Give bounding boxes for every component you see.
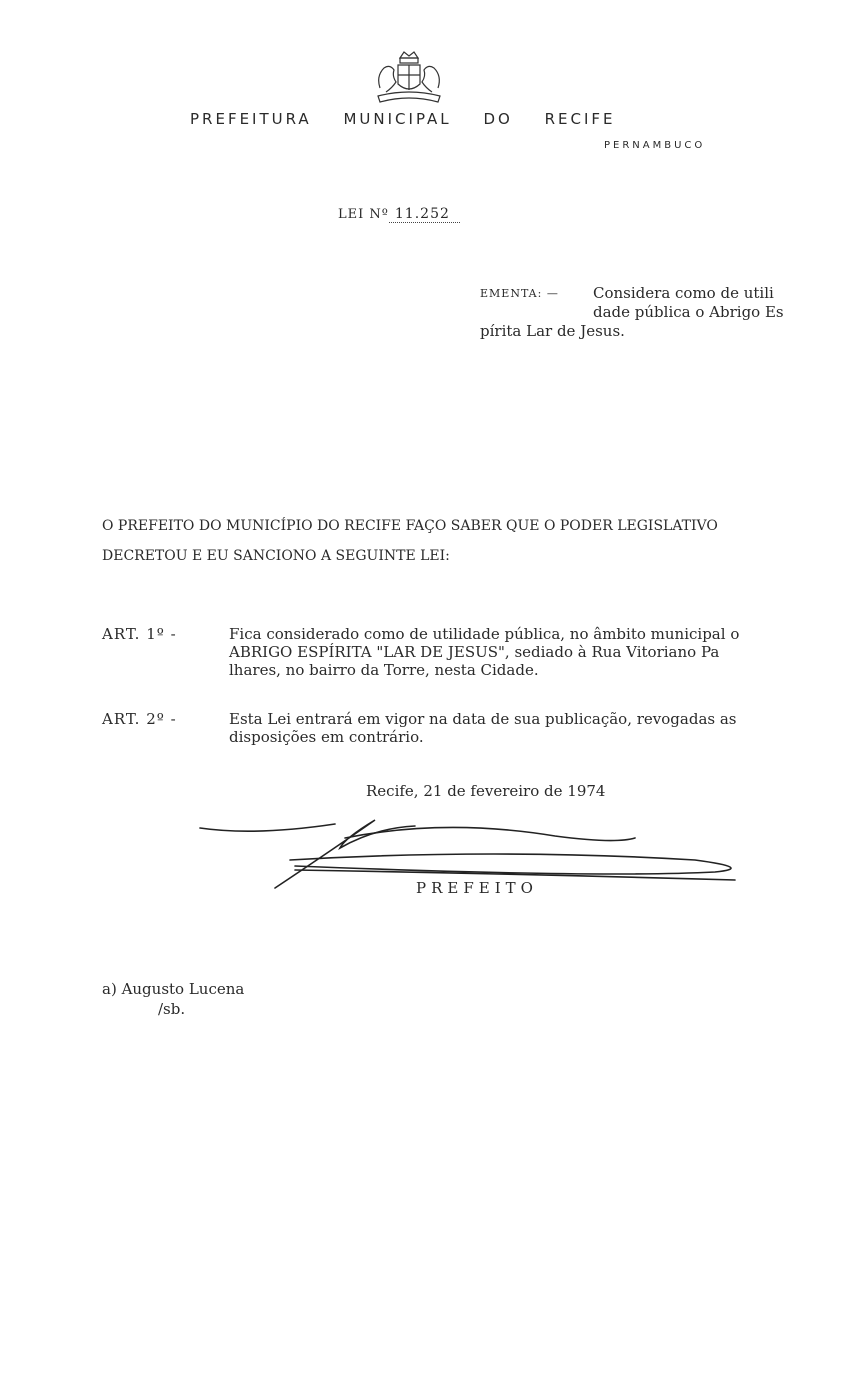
article-1-label: ART. 1º - <box>102 625 177 643</box>
article-line: lhares, no bairro da Torre, nesta Cidade. <box>229 661 539 679</box>
article-line: Esta Lei entrará em vigor na data de sua publicação, revogadas as <box>229 710 737 728</box>
ementa-line: Considera como de utili <box>593 284 774 302</box>
signer-role: PREFEITO <box>416 879 538 897</box>
letterhead-recife: RECIFE <box>544 110 616 128</box>
signing-date: Recife, 21 de fevereiro de 1974 <box>366 782 606 800</box>
article-2-label: ART. 2º - <box>102 710 177 728</box>
letterhead-prefeitura: PREFEITURA <box>190 110 312 128</box>
signer-name: a) Augusto Lucena <box>102 980 245 998</box>
law-number <box>338 206 460 222</box>
letterhead-municipal: MUNICIPAL <box>343 110 452 128</box>
article-2-text <box>229 710 807 746</box>
ementa-line: pírita Lar de Jesus. <box>480 322 625 340</box>
ementa-line: dade pública o Abrigo Es <box>593 303 784 321</box>
article-1-text <box>229 625 807 679</box>
letterhead-state: PERNAMBUCO <box>604 140 706 151</box>
preamble-line: DECRETOU E EU SANCIONO A SEGUINTE LEI: <box>102 548 450 564</box>
article-line: disposições em contrário. <box>229 728 424 746</box>
preamble <box>102 511 718 571</box>
ementa-label: EMENTA: — <box>480 287 559 300</box>
coat-of-arms-icon <box>370 48 448 106</box>
law-number-value: 11.252 <box>389 206 460 223</box>
letterhead-title <box>190 110 639 128</box>
preamble-line: O PREFEITO DO MUNICÍPIO DO RECIFE FAÇO SABER QUE O PODER LEGISLATIVO <box>102 518 718 534</box>
law-number-label: LEI Nº <box>338 207 389 222</box>
ementa-text <box>593 284 808 322</box>
article-line: ABRIGO ESPÍRITA "LAR DE JESUS", sediado à Rua Vitoriano Pa <box>229 643 720 661</box>
article-line: Fica considerado como de utilidade pública, no âmbito municipal o <box>229 625 740 643</box>
letterhead-do: DO <box>483 110 513 128</box>
typist-initials: /sb. <box>158 1000 186 1018</box>
